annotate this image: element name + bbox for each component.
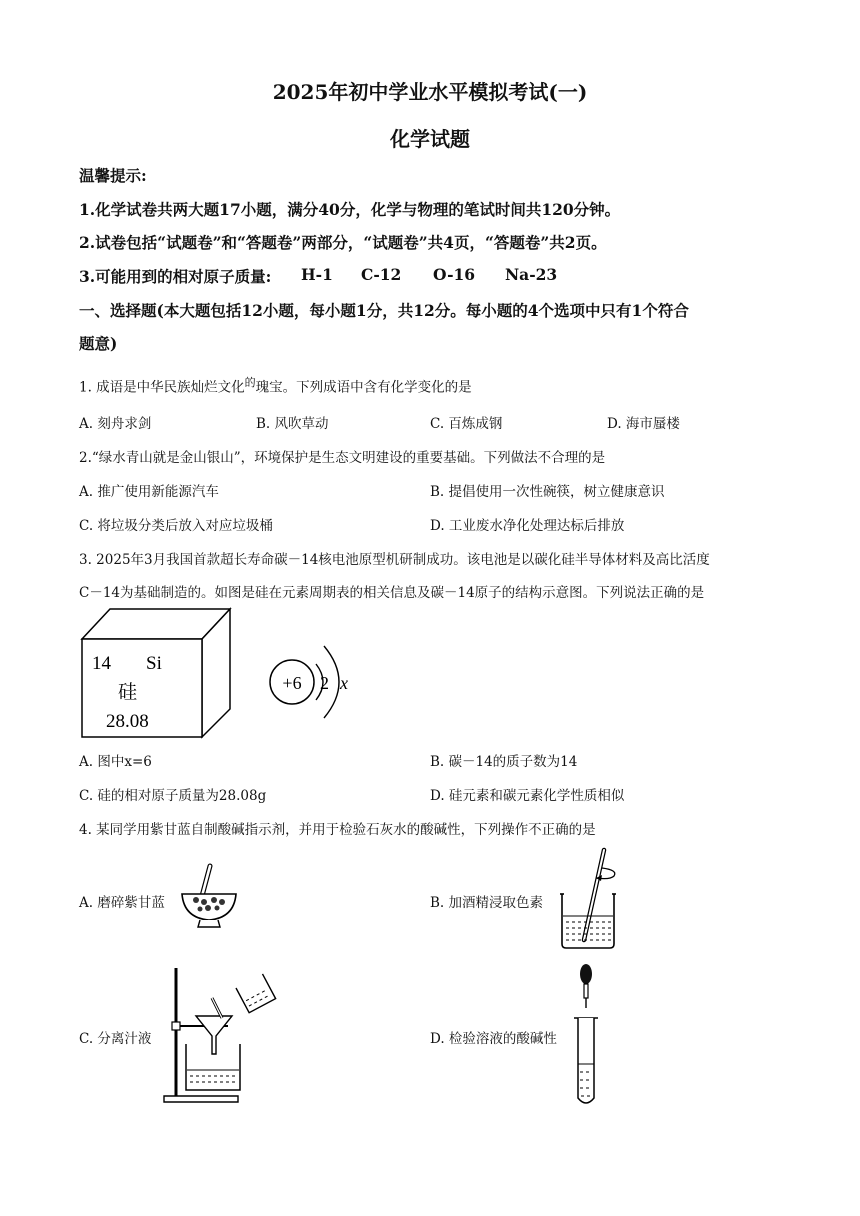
mass-o: O-16 xyxy=(433,265,476,284)
q1-option-b: B. 风吹草动 xyxy=(256,416,329,432)
question-3-stem-line2: C－14为基础制造的。如图是硅在元素周期表的相关信息及碳－14原子的结构示意图。下列说法正确的是 xyxy=(79,585,705,601)
note-masses-label: 3.可能用到的相对原子质量: xyxy=(79,267,272,286)
mass-c: C-12 xyxy=(361,265,402,284)
element-mass: 28.08 xyxy=(106,711,149,732)
element-number: 14 xyxy=(92,653,111,674)
note-item-2: 2.试卷包括“试题卷”和“答题卷”两部分，“试题卷”共4页，“答题卷”共2页。 xyxy=(79,233,607,252)
section-heading-line1: 一、选择题(本大题包括12小题，每小题1分，共12分。每小题的4个选项中只有1个符合 xyxy=(79,301,689,320)
q2-option-a: A. 推广使用新能源汽车 xyxy=(79,484,219,500)
q4-option-d: D. 检验溶液的酸碱性 xyxy=(430,1031,557,1047)
q3-option-b: B. 碳－14的质子数为14 xyxy=(430,754,578,770)
q4-option-b: B. 加酒精浸取色素 xyxy=(430,895,544,911)
silicon-element-card xyxy=(80,607,232,740)
element-name: 硅 xyxy=(118,682,138,703)
filtration-apparatus-illustration xyxy=(160,966,272,1104)
q4-option-a: A. 磨碎紫甘蓝 xyxy=(79,895,165,911)
question-3-stem-line1: 3. 2025年3月我国首款超长寿命碳－14核电池原型机研制成功。该电池是以碳化硅半导体材料及高比活度 xyxy=(79,552,710,568)
section-heading-line2: 题意) xyxy=(79,334,118,353)
question-2-stem: 2.“绿水青山就是金山银山”，环境保护是生态文明建设的重要基础。下列做法不合理的是 xyxy=(79,450,606,466)
q2-option-d: D. 工业废水净化处理达标后排放 xyxy=(430,518,625,534)
q3-option-c: C. 硅的相对原子质量为28.08g xyxy=(79,788,267,804)
q4-option-c: C. 分离汁液 xyxy=(79,1031,152,1047)
nucleus-charge: +6 xyxy=(282,673,302,693)
mass-na: Na-23 xyxy=(505,265,558,284)
q1-option-c: C. 百炼成钢 xyxy=(430,416,503,432)
dropper-test-tube-illustration xyxy=(570,962,606,1108)
note-item-1: 1.化学试卷共两大题17小题，满分40分，化学与物理的笔试时间共120分钟。 xyxy=(79,200,621,219)
q3-option-d: D. 硅元素和碳元素化学性质相似 xyxy=(430,788,625,804)
question-4-stem: 4. 某同学用紫甘蓝自制酸碱指示剂，并用于检验石灰水的酸碱性，下列操作不正确的是 xyxy=(79,822,596,838)
mortar-pestle-illustration xyxy=(176,862,240,932)
element-symbol: Si xyxy=(146,653,162,674)
mass-h: H-1 xyxy=(301,265,333,284)
q2-option-c: C. 将垃圾分类后放入对应垃圾桶 xyxy=(79,518,273,534)
q3-option-a: A. 图中x=6 xyxy=(79,754,152,770)
page-subtitle: 化学试题 xyxy=(390,127,470,151)
shell-2-electrons: x xyxy=(340,673,348,693)
beaker-stirring-illustration xyxy=(556,848,626,950)
carbon-14-atom-diagram xyxy=(262,636,362,728)
notes-heading: 温馨提示: xyxy=(79,166,147,185)
q1-option-a: A. 刻舟求剑 xyxy=(79,416,152,432)
question-1-stem: 1. 成语是中华民族灿烂文化$^的$瑰宝。下列成语中含有化学变化的是 xyxy=(79,376,472,396)
shell-1-electrons: 2 xyxy=(320,673,329,693)
q1-option-d: D. 海市蜃楼 xyxy=(607,416,680,432)
page-title: 2025年初中学业水平模拟考试(一) xyxy=(272,80,588,104)
q2-option-b: B. 提倡使用一次性碗筷，树立健康意识 xyxy=(430,484,665,500)
